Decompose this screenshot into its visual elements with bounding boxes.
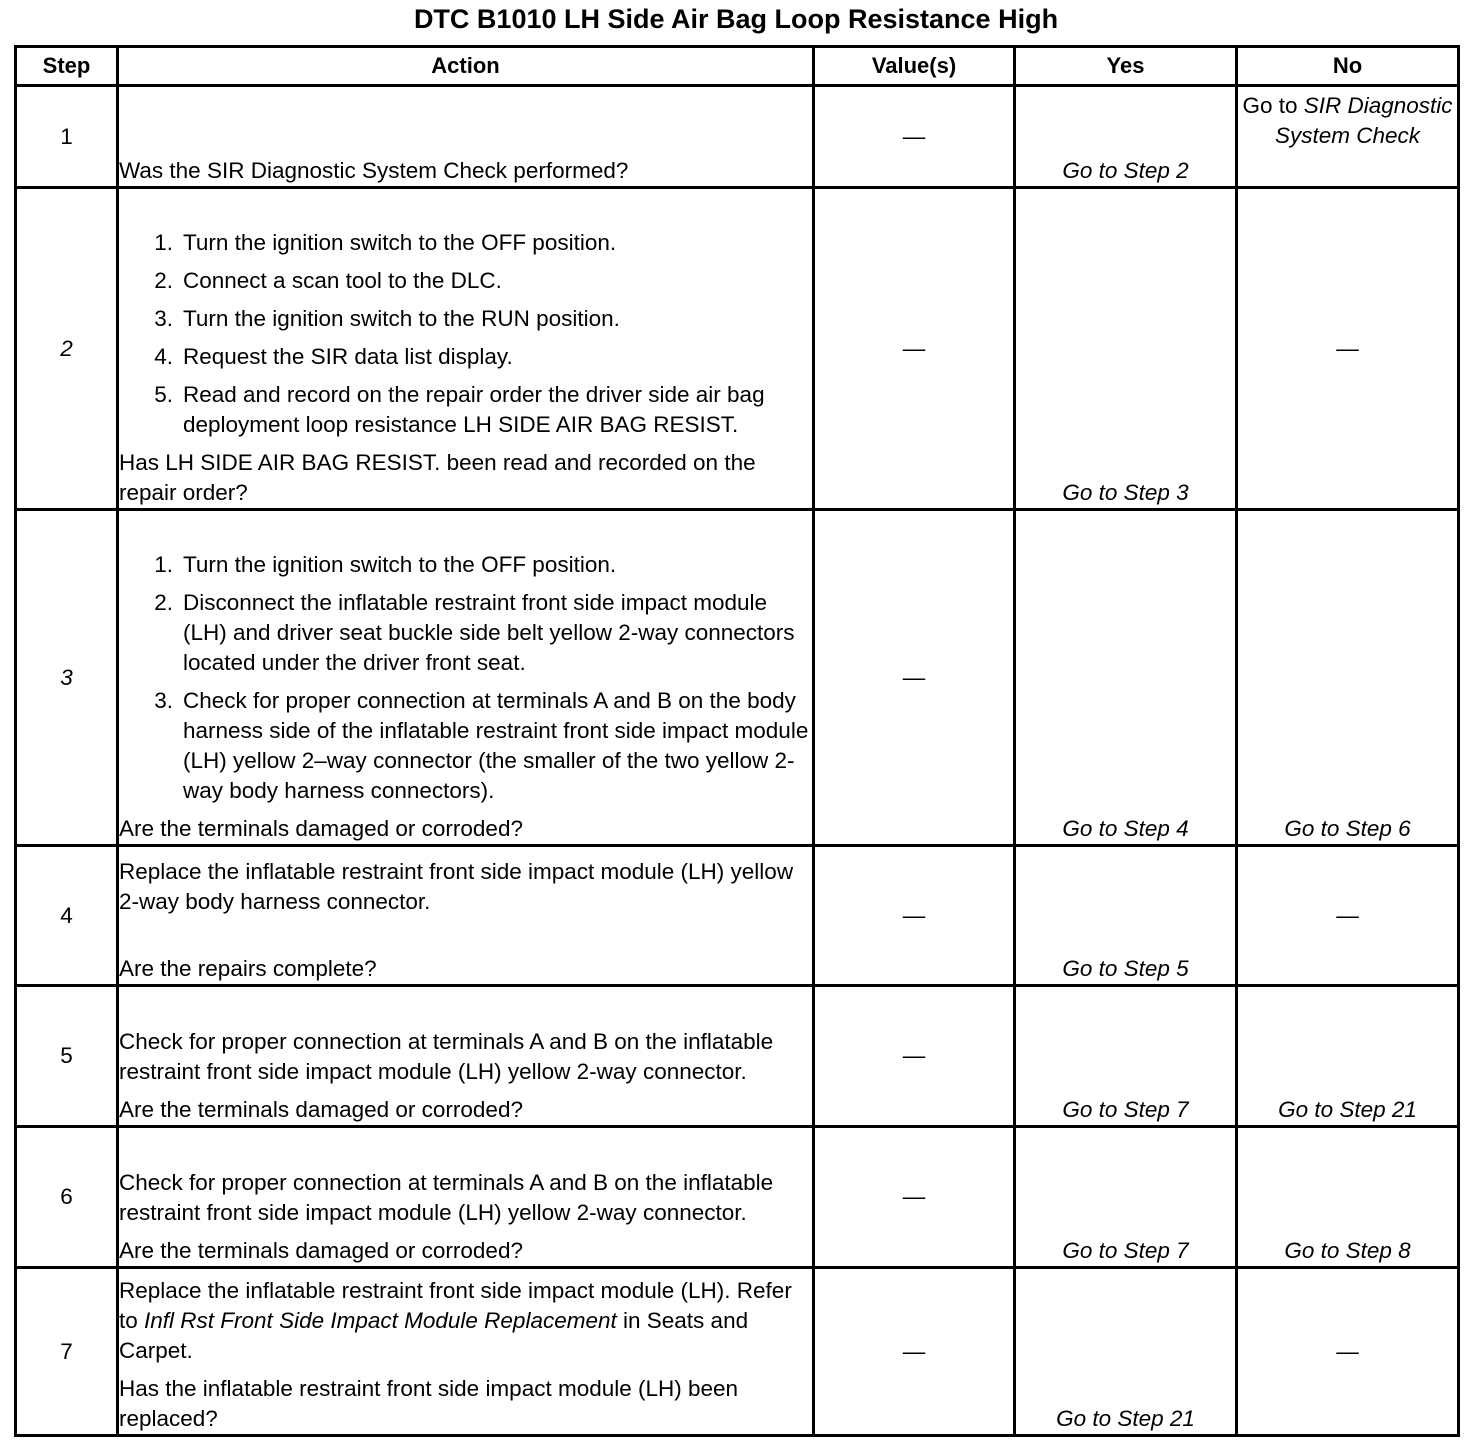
step-number: 1	[16, 86, 118, 188]
yes-cell: Go to Step 7	[1015, 986, 1237, 1127]
action-text: Replace the inflatable restraint front side impact module (LH). Refer to Infl Rst Front Side Impact Module Replacement in Seats and Carpet.	[119, 1278, 792, 1363]
action-question: Has the inflatable restraint front side impact module (LH) been replaced?	[119, 1376, 739, 1431]
step-number: 6	[16, 1127, 118, 1268]
no-cell: Go to Step 8	[1237, 1127, 1459, 1268]
action-cell	[118, 1268, 814, 1436]
action-text: Check for proper connection at terminals A and B on the inflatable restraint front side impact module (LH) yellow 2-way connector.	[119, 1170, 774, 1225]
action-question: Are the terminals damaged or corroded?	[119, 1097, 523, 1122]
table-row	[16, 1268, 1459, 1436]
action-text: Replace the inflatable restraint front side impact module (LH) yellow 2-way body harness connector.	[119, 859, 794, 914]
value-cell: —	[814, 188, 1015, 510]
no-cell: —	[1237, 1268, 1459, 1436]
action-question: Was the SIR Diagnostic System Check performed?	[119, 158, 629, 183]
reference-link: Infl Rst Front Side Impact Module Replacement	[144, 1308, 617, 1333]
step-number: 5	[16, 986, 118, 1127]
instruction-list	[119, 550, 812, 806]
no-cell: —	[1237, 846, 1459, 986]
list-item: 1. Turn the ignition switch to the OFF position.	[154, 230, 617, 255]
yes-cell: Go to Step 4	[1015, 510, 1237, 846]
yes-cell: Go to Step 21	[1015, 1268, 1237, 1436]
list-item: 3. Turn the ignition switch to the RUN position.	[154, 306, 620, 331]
table-row	[16, 86, 1459, 188]
action-text: Check for proper connection at terminals A and B on the inflatable restraint front side impact module (LH) yellow 2-way connector.	[119, 1029, 774, 1084]
no-reference: SIR Diagnostic System Check	[1274, 93, 1453, 148]
step-number: 2	[16, 188, 118, 510]
list-item: 2. Connect a scan tool to the DLC.	[154, 268, 502, 293]
header-step: Step	[16, 47, 118, 86]
header-yes: Yes	[1015, 47, 1237, 86]
action-cell	[118, 188, 814, 510]
header-values: Value(s)	[814, 47, 1015, 86]
value-cell: —	[814, 86, 1015, 188]
table-row	[16, 510, 1459, 846]
value-cell: —	[814, 1127, 1015, 1268]
no-cell	[1237, 86, 1459, 188]
step-number: 7	[16, 1268, 118, 1436]
list-item: 2. Disconnect the inflatable restraint front side impact module (LH) and driver seat buckle side belt yellow 2-way connectors located under the driver front seat.	[154, 590, 795, 675]
diagnostic-table	[14, 45, 1460, 1437]
list-item: 4. Request the SIR data list display.	[154, 344, 513, 369]
value-cell: —	[814, 846, 1015, 986]
action-question: Are the terminals damaged or corroded?	[119, 816, 523, 841]
instruction-list	[119, 228, 812, 440]
header-action: Action	[118, 47, 814, 86]
no-cell: Go to Step 21	[1237, 986, 1459, 1127]
yes-cell: Go to Step 7	[1015, 1127, 1237, 1268]
no-prefix: Go to	[1242, 93, 1304, 118]
list-item: 1. Turn the ignition switch to the OFF position.	[154, 552, 617, 577]
table-row	[16, 986, 1459, 1127]
table-row	[16, 1127, 1459, 1268]
action-cell	[118, 986, 814, 1127]
list-item: 3. Check for proper connection at terminals A and B on the body harness side of the inflatable restraint front side impact module (LH) yellow 2–way connector (the smaller of the two yellow 2-way body harness connectors).	[154, 688, 809, 803]
table-row	[16, 846, 1459, 986]
value-cell: —	[814, 986, 1015, 1127]
value-cell: —	[814, 510, 1015, 846]
action-cell	[118, 510, 814, 846]
step-number: 3	[16, 510, 118, 846]
header-row	[16, 47, 1459, 86]
action-question: Are the terminals damaged or corroded?	[119, 1238, 523, 1263]
page-title: DTC B1010 LH Side Air Bag Loop Resistance High	[413, 4, 1059, 34]
action-cell	[118, 846, 814, 986]
no-cell: Go to Step 6	[1237, 510, 1459, 846]
action-question: Has LH SIDE AIR BAG RESIST. been read and recorded on the repair order?	[119, 450, 756, 505]
yes-cell: Go to Step 2	[1015, 86, 1237, 188]
action-cell	[118, 86, 814, 188]
action-question: Are the repairs complete?	[119, 956, 377, 981]
yes-cell: Go to Step 5	[1015, 846, 1237, 986]
list-item: 5. Read and record on the repair order the driver side air bag deployment loop resistance LH SIDE AIR BAG RESIST.	[154, 382, 765, 437]
action-cell	[118, 1127, 814, 1268]
table-row	[16, 188, 1459, 510]
no-cell: —	[1237, 188, 1459, 510]
value-cell: —	[814, 1268, 1015, 1436]
yes-cell: Go to Step 3	[1015, 188, 1237, 510]
step-number: 4	[16, 846, 118, 986]
header-no: No	[1237, 47, 1459, 86]
